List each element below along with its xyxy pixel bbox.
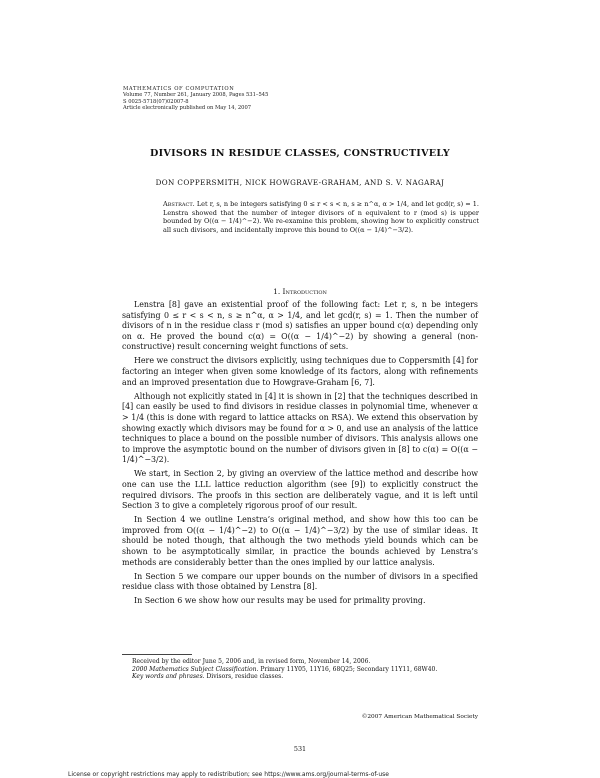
license-notice[interactable]: License or copyright restrictions may apply to redistribution; see https://www.ams.org/journal-terms-of-use (68, 771, 389, 778)
paragraph: In Section 6 we show how our results may be used for primality proving. (134, 596, 426, 606)
paragraph: Lenstra [8] gave an existential proof of the following fact: Let r, s, n be integers satisfying 0 ≤ r < s < n, s ≥ n^α, α > 1/4, and let gcd(r, s) = 1. Then the number of divisors of n in the residue class r (mod s) satisfies an upper bound c(α) depending only on α. He proved the bound c(α) = O((α − 1/4)^−2) by showing a general (non-constructive) result concerning weight functions of sets. (122, 300, 478, 352)
footnotes (122, 658, 478, 681)
abstract-text: Let r, s, n be integers satisfying 0 ≤ r < s < n, s ≥ n^α, α > 1/4, and let gcd(r, s) = 1. Lenstra showed that the number of integer divisors of n equivalent to r (mod s) is upper bounded by O((α − 1/4)^−2). We re-examine this problem, showing how to explicitly construct all such divisors, and incidentally improve this bound to O((α − 1/4)^−3/2). (163, 200, 479, 234)
journal-header (123, 86, 268, 112)
paragraph: In Section 5 we compare our upper bounds on the number of divisors in a specified residue class with those obtained by Lenstra [8]. (122, 571, 478, 592)
keywords-text: Divisors, residue classes. (206, 673, 284, 681)
paragraph: Here we construct the divisors explicitly, using techniques due to Coppersmith [4] for factoring an integer when given some knowledge of its factors, along with refinements and an improved presentation due to Howgrave-Graham [6, 7]. (122, 356, 478, 387)
abstract (163, 200, 479, 234)
paragraph: In Section 4 we outline Lenstra’s original method, and show how this too can be improved from O((α − 1/4)^−2) to O((α − 1/4)^−3/2) by the use of similar ideas. It should be noted though, that although the two methods yield bounds which can be shown to be asymptotically similar, in practice the bounds achieved by Lenstra’s methods are considerably better than the ones implied by our lattice analysis. (122, 515, 478, 567)
page-number: 531 (293, 745, 307, 753)
body-text (122, 300, 478, 611)
issn: S 0025-5718(07)02007-8 (123, 98, 189, 105)
section-heading (0, 287, 600, 296)
footnote-divider (122, 654, 192, 655)
paragraph: We start, in Section 2, by giving an overview of the lattice method and describe how one can use the LLL lattice reduction algorithm (see [9]) to explicitly construct the required divisors. The proofs in this section are deliberately vague, and it is left until Section 3 to give a completely rigorous proof of our result. (122, 469, 478, 511)
paragraph: Although not explicitly stated in [4] it is shown in [2] that the techniques described in [4] can easily be used to find divisors in residue classes in polynomial time, whenever α > 1/4 (this is done with regard to lattice attacks on RSA). We extend this observation by showing exactly which divisors may be found for α > 0, and use an analysis of the lattice techniques to place a bound on the possible number of divisors. This analysis allows one to improve the asymptotic bound on the number of divisors given in [8] to c(α) = O((α − 1/4)^−3/2). (122, 391, 478, 465)
msc-note (122, 666, 478, 674)
section-title: Introduction (282, 287, 327, 296)
section-number: 1. (273, 287, 281, 296)
journal-name: MATHEMATICS OF COMPUTATION (123, 86, 235, 92)
copyright: ©2007 American Mathematical Society (361, 714, 478, 720)
volume-info: Volume 77, Number 261, January 2008, Pages 531–545 (123, 92, 269, 99)
keywords-note (122, 673, 478, 681)
paper-authors: DON COPPERSMITH, NICK HOWGRAVE-GRAHAM, AND S. V. NAGARAJ (155, 178, 445, 187)
abstract-label: Abstract. (163, 200, 195, 208)
paper-title: DIVISORS IN RESIDUE CLASSES, CONSTRUCTIVELY (149, 148, 451, 159)
keywords-label: Key words and phrases. (132, 673, 205, 681)
msc-text: Primary 11Y05, 11Y16, 68Q25; Secondary 11Y11, 68W40. (260, 665, 438, 673)
msc-label: 2000 Mathematics Subject Classification. (132, 665, 259, 673)
received-note: Received by the editor June 5, 2006 and, in revised form, November 14, 2006. (132, 658, 371, 665)
publication-date: Article electronically published on May 14, 2007 (123, 105, 252, 112)
